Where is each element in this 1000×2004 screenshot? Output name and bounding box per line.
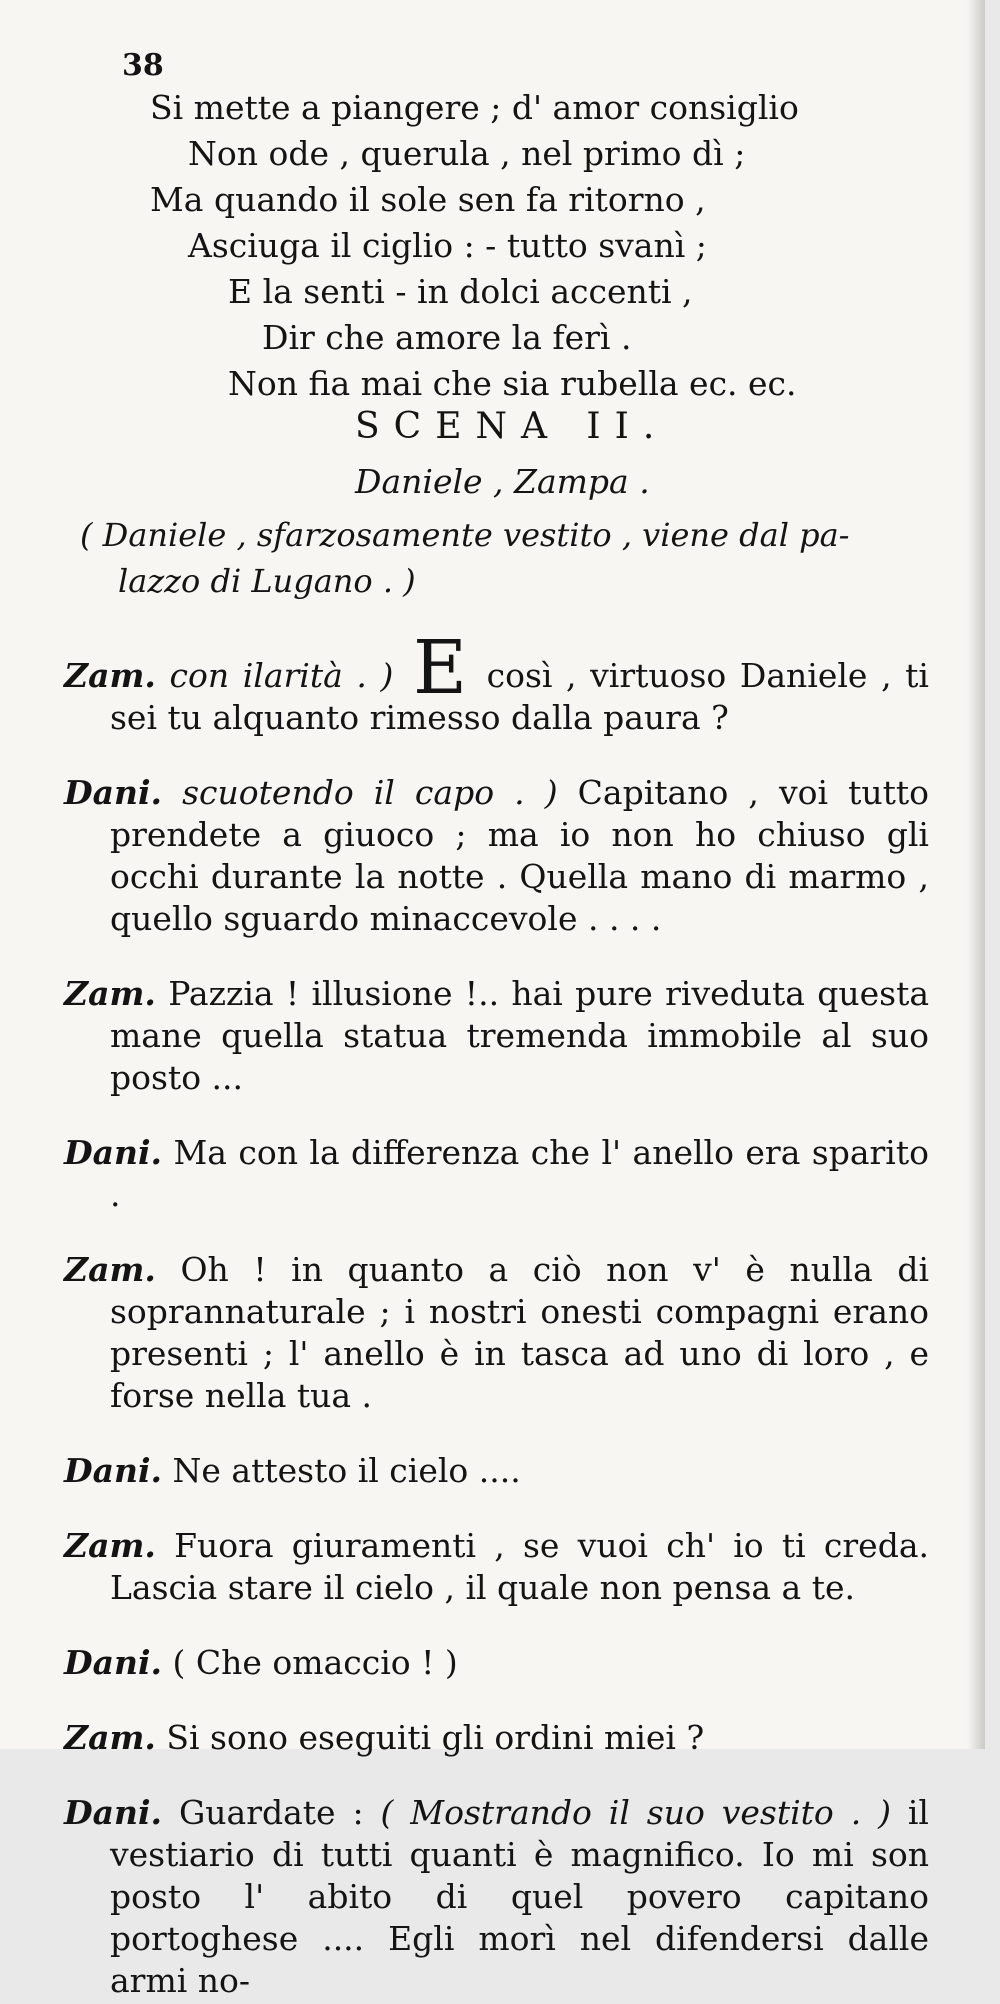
- drop-capital: E: [412, 625, 467, 711]
- speaker-label: Zam.: [64, 974, 156, 1013]
- speech: [64, 973, 929, 1099]
- speech-text: così , virtuoso Daniele , ti sei tu alquanto rimesso dalla paura ?: [110, 656, 929, 737]
- speech: [64, 1450, 929, 1492]
- speech: [64, 1249, 929, 1417]
- speech: [64, 772, 929, 940]
- speech-text: Pazzia ! illusione !.. hai pure riveduta questa mane quella statua tremenda immobile al suo posto ...: [110, 974, 930, 1097]
- stage-direction-inline: ( Mostrando il suo vestito . ): [380, 1793, 891, 1832]
- speaker-label: Zam.: [64, 1250, 156, 1289]
- speech-text: Oh ! in quanto a ciò non v' è nulla di soprannaturale ; i nostri onesti compagni erano presenti ; l' anello è in tasca ad uno di loro , e forse nella tua .: [110, 1250, 929, 1415]
- speech-text: Guardate :: [178, 1793, 364, 1832]
- scene-title: SCENA II.: [355, 406, 669, 447]
- dialogue: [64, 625, 930, 2004]
- speaker-label: Zam.: [64, 656, 156, 695]
- speech-text: Si sono eseguiti gli ordini miei ?: [166, 1718, 705, 1757]
- speech: [64, 1792, 929, 2002]
- speech-text: Ne attesto il cielo ....: [172, 1451, 521, 1490]
- speaker-label: Zam.: [64, 1718, 156, 1757]
- speaker-label: Dani.: [64, 1643, 163, 1682]
- speech-text: ( Che omaccio ! ): [172, 1643, 458, 1682]
- page-number: 38: [122, 48, 164, 83]
- verse-line: Dir che amore la ferì .: [262, 318, 632, 357]
- stage-direction: [80, 512, 920, 604]
- stage-direction-inline: con ilarità . ): [169, 656, 394, 695]
- verse-line: Ma quando il sole sen fa ritorno ,: [150, 180, 706, 219]
- verse-line: E la senti - in dolci accenti ,: [228, 272, 693, 311]
- speech-text: il vestiario di tutti quanti è magnifico. Io mi son posto l' abito di quel povero capitano portoghese .... Egli morì nel difendersi dalle armi no-: [110, 1793, 929, 2000]
- stage-direction-inline: scuotendo il capo . ): [182, 773, 558, 812]
- verse-line: Non ode , querula , nel primo dì ;: [188, 134, 746, 173]
- stage-direction-line: ( Daniele , sfarzosamente vestito , viene dal pa-: [80, 516, 850, 554]
- speaker-label: Dani.: [64, 1451, 163, 1490]
- scene-characters: Daniele , Zampa .: [355, 462, 650, 501]
- verse-line: Asciuga il ciglio : - tutto svanì ;: [188, 226, 707, 265]
- speech-text: Capitano , voi tutto prendete a giuoco ; ma io non ho chiuso gli occhi durante la notte . Quella mano di marmo , quello sguardo minaccevole . . . .: [110, 773, 929, 938]
- speech-text: Fuora giuramenti , se vuoi ch' io ti creda. Lascia stare il cielo , il quale non pensa a te.: [110, 1526, 929, 1607]
- speaker-label: Dani.: [64, 1793, 163, 1832]
- speech-text: Ma con la differenza che l' anello era sparito .: [110, 1133, 929, 1214]
- speaker-label: Dani.: [64, 1133, 163, 1172]
- speech: [64, 1132, 929, 1216]
- speech: [64, 625, 929, 739]
- speech: [64, 1642, 929, 1684]
- stage-direction-line: lazzo di Lugano . ): [118, 562, 416, 600]
- verse-line: Si mette a piangere ; d' amor consiglio: [150, 88, 799, 127]
- speaker-label: Zam.: [64, 1526, 156, 1565]
- speaker-label: Dani.: [64, 773, 163, 812]
- verse-line: Non fia mai che sia rubella ec. ec.: [228, 364, 797, 403]
- speech: [64, 1525, 929, 1609]
- speech: [64, 1717, 929, 1759]
